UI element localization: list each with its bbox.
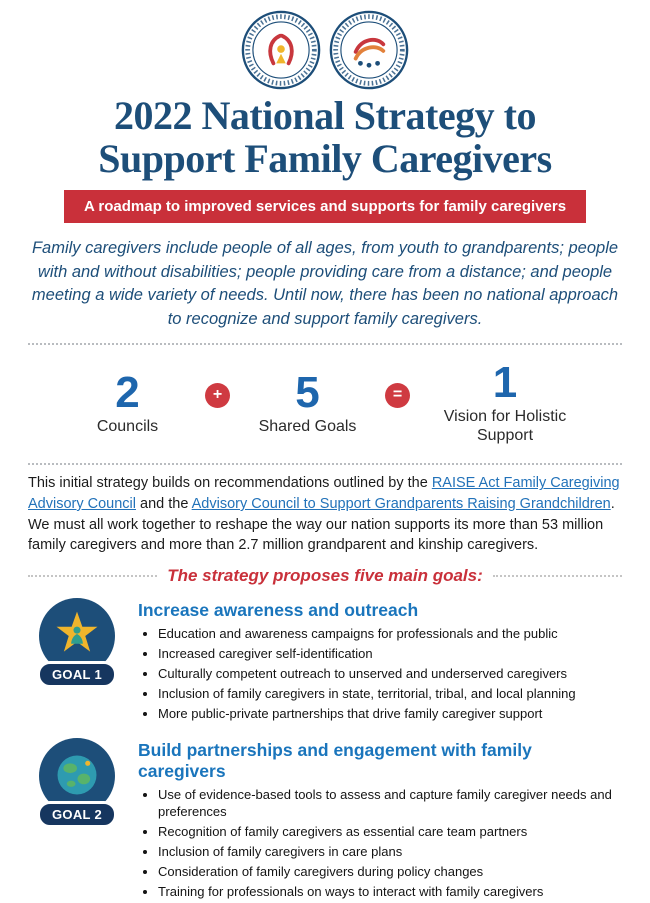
goal-1-title: Increase awareness and outreach [138,599,419,620]
bullet-item: • Training for professionals on ways to interact with family caregivers [158,883,622,900]
bullet-item: • Use of evidence-based tools to assess and capture family caregiver needs and preferences [158,786,622,820]
divider [28,343,622,345]
stat-number: 1 [492,358,518,408]
goal-1-badge: GOAL 1 [37,661,117,688]
stat-councils [70,367,185,436]
goals-section-heading [28,566,622,586]
stat-label: Shared Goals [258,417,357,435]
stat-vision [430,358,580,445]
bullet-item: • Consideration of family caregivers during policy changes [158,863,622,880]
page-title [28,94,622,180]
title-line-2: Support Family Caregivers [98,136,552,182]
bullet-item: • Recognition of family caregivers as essential care team partners [158,823,622,840]
bullet-item: • Education and awareness campaigns for professionals and the public [158,625,622,642]
bullet-item: • Inclusion of family caregivers in state, territorial, tribal, and local planning [158,685,622,702]
paragraph-text: This initial strategy builds on recommendations outlined by the [28,475,432,492]
goal-2-emblem [28,738,126,903]
intro-paragraph: Family caregivers include people of all ages, from youth to grandparents; people with and without disabilities; people providing care from a distance; and people meeting a wide variety of needs. Until now, there has been no national approach to recognize and support family caregivers. [31,239,619,328]
grandparents-council-link[interactable]: Advisory Council to Support Grandparents Raising Grandchildren [191,496,611,513]
bullet-item: • Inclusion of family caregivers in care plans [158,843,622,860]
heading-dotted-line [493,575,622,577]
stats-equation [28,351,622,457]
caregiving-advisory-council-seal-icon [241,10,321,90]
goal-2-bullet-list [138,786,622,901]
ribbon-text: A roadmap to improved services and supports for family caregivers [64,190,586,223]
goal-2-block [28,738,622,903]
stat-number: 5 [295,367,320,417]
goal-1-block [28,598,622,726]
goal-2-content [138,738,622,903]
goal-2-title: Build partnerships and engagement with family caregivers [138,739,532,781]
bullet-item: • Culturally competent outreach to unserved and underserved caregivers [158,665,622,682]
stat-number: 2 [115,367,140,417]
stat-shared-goals [250,367,365,436]
strategy-paragraph [28,473,622,555]
seal-row [28,10,622,90]
bullet-item: • More public-private partnerships that drive family caregiver support [158,705,622,722]
grandparents-raising-grandchildren-seal-icon [329,10,409,90]
paragraph-text: and the [136,496,192,513]
equals-icon: = [385,383,410,408]
divider [28,463,622,465]
title-line-1: 2022 National Strategy to [114,93,536,138]
goal-1-bullet-list [138,625,622,723]
plus-icon: + [205,383,230,408]
bullet-item: • Increased caregiver self-identification [158,645,622,662]
ribbon-banner [28,190,622,223]
goal-2-badge: GOAL 2 [37,801,117,828]
raise-act-council-link[interactable]: RAISE Act Family Caregiving Advisory Council [28,475,620,513]
goals-heading-text: The strategy proposes five main goals: [167,565,483,585]
paragraph-text: . We must all work together to reshape the way our nation supports its more than 53 million family caregivers and more than 2.7 million grandparent and kinship caregivers. [28,496,615,554]
stat-label: Vision for Holistic Support [443,408,567,445]
stat-label: Councils [96,417,159,435]
heading-dotted-line [28,575,157,577]
goal-1-emblem [28,598,126,726]
goal-1-content [138,598,622,726]
